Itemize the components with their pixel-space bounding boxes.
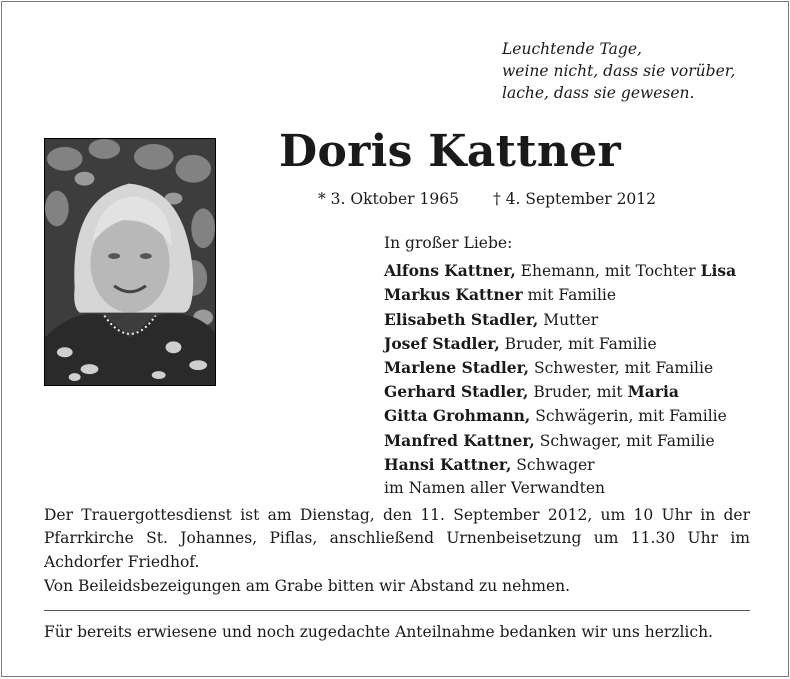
life-dates xyxy=(318,190,656,208)
mourner-name: Elisabeth Stadler, xyxy=(384,309,539,329)
mourner-name: Markus Kattner xyxy=(384,285,523,305)
mourner-name: Alfons Kattner, xyxy=(384,261,516,281)
divider xyxy=(44,610,750,611)
death-date: † 4. September 2012 xyxy=(492,190,657,208)
poem-line: lache, dass sie gewesen. xyxy=(502,84,695,102)
mourner-relation: Ehemann, mit Tochter xyxy=(515,262,701,281)
condolence-note: Von Beileidsbezeigungen am Grabe bitten wir Abstand zu nehmen. xyxy=(44,577,571,595)
poem xyxy=(502,38,735,104)
mourner-name: Josef Stadler, xyxy=(384,333,500,353)
mourner-name: Marlene Stadler, xyxy=(384,358,530,378)
mourner-relation: Schwester, mit Familie xyxy=(529,359,714,378)
mourners-intro: In großer Liebe: xyxy=(384,234,513,252)
thanks-note: Für bereits erwiesene und noch zugedachte Anteilnahme bedanken wir uns herzlich. xyxy=(44,623,713,641)
mourner-row xyxy=(384,283,736,307)
mourner-row xyxy=(384,453,736,477)
mourner-relation: mit Familie xyxy=(522,286,617,305)
mourner-relation: Schwager, mit Familie xyxy=(534,431,715,450)
mourner-relation: Bruder, mit Familie xyxy=(499,334,657,353)
obituary-notice xyxy=(1,1,789,677)
mourner-row xyxy=(384,332,736,356)
mourners-closing: im Namen aller Verwandten xyxy=(384,479,605,498)
deceased-name: Doris Kattner xyxy=(279,126,621,177)
poem-line: weine nicht, dass sie vorüber, xyxy=(502,62,736,80)
mourner-name: Hansi Kattner, xyxy=(384,454,512,474)
mourner-name: Gerhard Stadler, xyxy=(384,382,529,402)
mourner-name: Manfred Kattner, xyxy=(384,430,535,450)
mourner-relation: Schwägerin, mit Familie xyxy=(530,407,727,426)
mourner-row xyxy=(384,259,736,283)
mourners-list xyxy=(384,232,736,500)
birth-date: * 3. Oktober 1965 xyxy=(318,190,459,208)
mourner-name: Gitta Grohmann, xyxy=(384,406,531,426)
mourner-row xyxy=(384,429,736,453)
mourner-extra: Maria xyxy=(627,382,679,402)
mourner-relation: Bruder, mit xyxy=(528,383,628,402)
mourner-row xyxy=(384,356,736,380)
mourner-row xyxy=(384,404,736,428)
poem-line: Leuchtende Tage, xyxy=(502,40,642,58)
service-announcement: Der Trauergottesdienst ist am Dienstag, den 11. September 2012, um 10 Uhr in der Pfarrkirche St. Johannes, Piflas, anschließend Urnenbeisetzung um 11.30 Uhr im Achdorfer Friedhof. xyxy=(44,506,750,571)
mourner-relation: Schwager xyxy=(511,455,595,474)
mourner-row xyxy=(384,308,736,332)
mourner-relation: Mutter xyxy=(538,310,599,329)
mourner-row xyxy=(384,380,736,404)
mourner-extra: Lisa xyxy=(700,261,737,281)
